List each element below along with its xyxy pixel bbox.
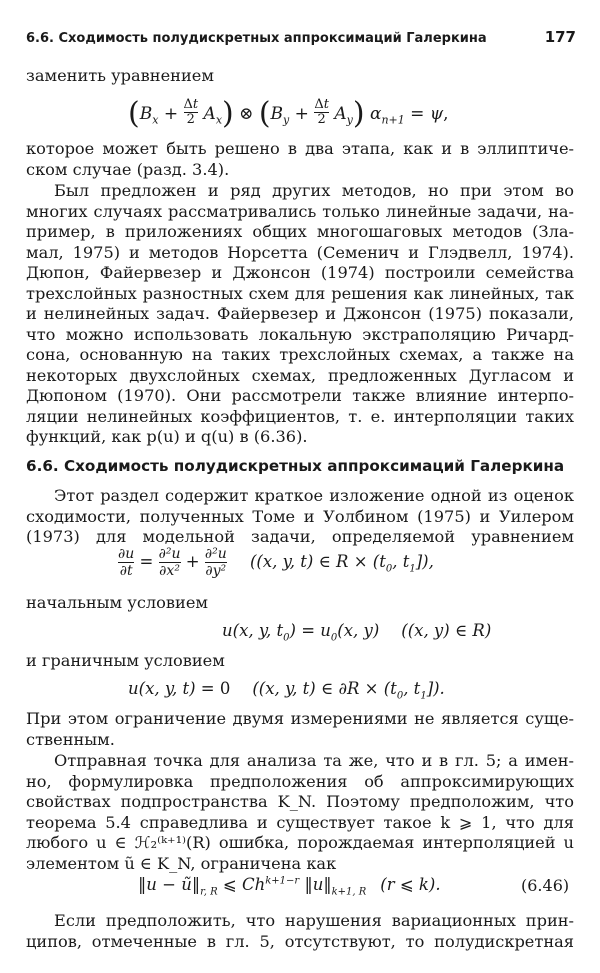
- text-line: функций, как p(u) и q(u) в (6.36).: [26, 427, 308, 446]
- text-line: свойствах подпространства K_N. Поэтому предположим, что: [26, 792, 574, 811]
- text-line: теорема 5.4 справедлива и существует такое k ⩾ 1, что для: [26, 812, 574, 832]
- running-head: [26, 28, 576, 46]
- text-line: мал, 1975) и методов Норсетта (Семенич и Глэдвелл, 1974).: [26, 242, 574, 262]
- text-line: которое может быть решено в два этапа, как и в эллиптиче-: [26, 139, 574, 158]
- text-line: Дюпоном (1970). Они рассмотрели также влияние интерпо-: [26, 386, 574, 405]
- text-line: Отправная точка для анализа та же, что и в гл. 5; а имен-: [54, 751, 574, 770]
- text-line: но, формулировка предположения об аппроксимирующих: [26, 771, 574, 791]
- text-line: и граничным условием: [26, 651, 225, 670]
- text-line: сона, основанную на таких трехслойных схемах, а также на: [26, 345, 574, 364]
- text-line: начальным условием: [26, 593, 208, 612]
- text-line: Если предположить, что нарушения вариационных прин-: [54, 911, 574, 930]
- page-number: 177: [544, 28, 576, 46]
- text-line: некоторых двухслойных схемах, предложенных Дугласом и: [26, 365, 574, 385]
- text-line: (1973) для модельной задачи, определяемой уравнением: [26, 527, 574, 546]
- text-line: что можно использовать локальную экстраполяцию Ричард-: [26, 324, 574, 344]
- text-line: При этом ограничение двумя измерениями не является суще-: [26, 709, 574, 728]
- text-line: элементом ũ ∈ K_N, ограничена как: [26, 853, 337, 873]
- equation-number: (6.46): [521, 876, 570, 895]
- paragraph-approximation: [26, 751, 574, 874]
- text-line: ском случае (разд. 3.4).: [26, 159, 230, 179]
- text-line: сходимости, полученных Томе и Уолбином (1975) и Уилером: [26, 506, 574, 526]
- initial-label-block: [26, 593, 574, 614]
- text-line: ственным.: [26, 729, 115, 749]
- text-line: Был предложен и ряд других методов, но при этом во: [54, 181, 574, 200]
- formula-initial-condition: u(x, y, $t_0) = u_0(x$, y) ((x, y) ∈ R): [222, 621, 492, 644]
- text-line: трехслойных разностных схем для решения как линейных, так: [26, 283, 574, 303]
- formula-operator-product: ($B_x$ + $\frac{\Delta t}{2}$ $A_x$) ⊗ ($B_y$ + $\frac{\Delta t}{2}$ $A_y$) $\alpha_{n+1} = \psi$,: [128, 96, 449, 131]
- formula-heat-equation: $\frac{\partial u}{\partial t}$ = $\frac{\text{∂²u}}{\text{∂x²}}$ + $\frac{\text{∂²u}}{\text{∂y²}}$ ((x, y, t) ∈ $R \times (t_0$, $t_1$]),: [118, 546, 434, 579]
- text-line: ляции нелинейных коэффициентов, т. е. интерполяции таких: [26, 406, 574, 426]
- text-line: Этот раздел содержит краткое изложение одной из оценок: [54, 486, 574, 505]
- text-line: пример, в приложениях общих многошаговых методов (Зла-: [26, 222, 574, 241]
- paragraph-methods: [26, 181, 574, 448]
- text-line: многих случаях рассматривались только линейные задачи, на-: [26, 201, 574, 221]
- boundary-label-block: [26, 651, 574, 672]
- text-line: ципов, отмеченные в гл. 5, отсутствуют, то полудискретная: [26, 931, 574, 951]
- section-heading: 6.6. Сходимость полудискретных аппроксимаций Галеркина: [26, 457, 565, 475]
- formula-interpolation-estimate: ‖u − $ũ‖_{r, R}$ ⩽ $Ch^{k+1-r}$ $‖u‖_{k+1, R}$ (r ⩽ k).: [138, 875, 441, 898]
- intro-line: [26, 66, 574, 87]
- text-line: заменить уравнением: [26, 66, 214, 85]
- paragraph-semidiscrete: [26, 911, 574, 952]
- paragraph-model-problem: [26, 486, 574, 548]
- running-head-title: 6.6. Сходимость полудискретных аппроксимаций Галеркина: [26, 31, 487, 46]
- text-line: и нелинейных задач. Файервезер и Джонсон (1975) показали,: [26, 304, 574, 323]
- paragraph-dimension-note: [26, 709, 574, 750]
- block1-text: [26, 139, 574, 180]
- text-line: Дюпон, Файервезер и Джонсон (1974) построили семейства: [26, 263, 574, 282]
- text-line: любого u ∈ ℋ₂⁽ᵏ⁺¹⁾(R) ошибка, порождаемая интерполяцией u: [26, 833, 574, 852]
- formula-boundary-condition: u(x, y, t) = 0 ((x, y, t) ∈ $\partial R \times (t_0$, $t_1$]).: [128, 679, 445, 702]
